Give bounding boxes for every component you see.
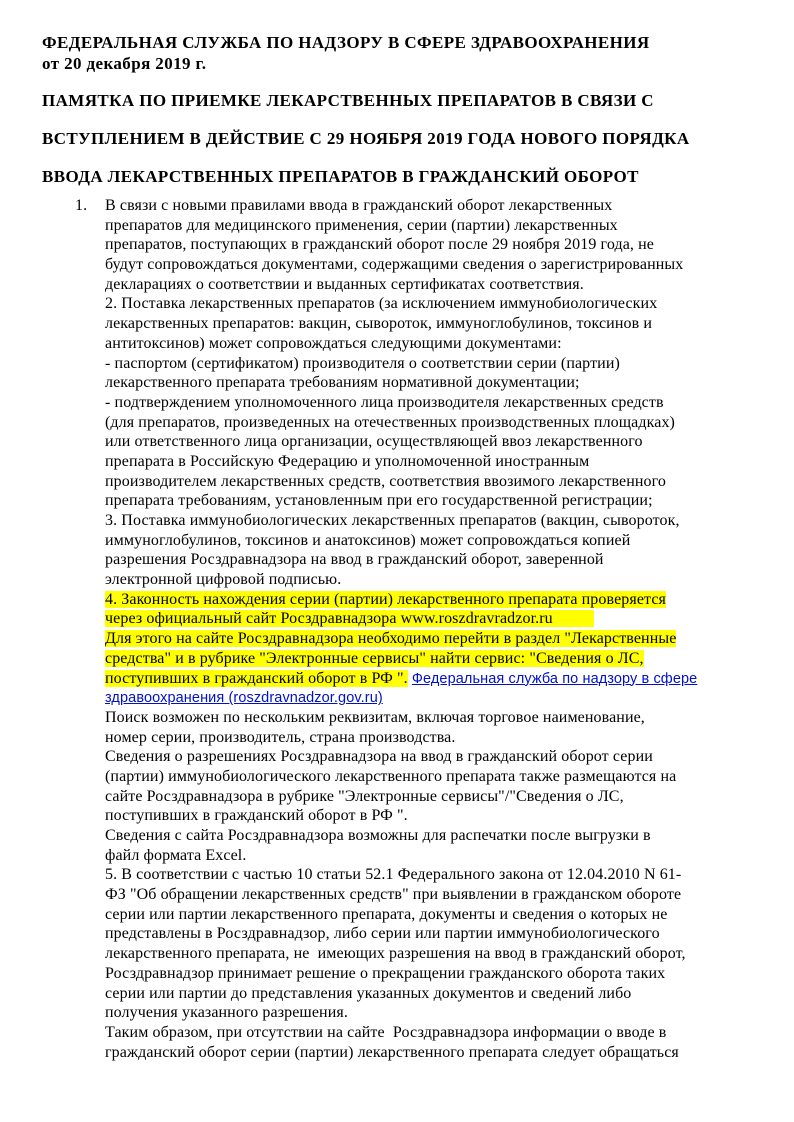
- text-line: [105, 669, 697, 689]
- highlighted-text: Для этого на сайте Росздравнадзора необходимо перейти в раздел "Лекарственные: [105, 630, 677, 648]
- body-text: 5. В соответствии с частью 10 статьи 52.1 Федерального закона от 12.04.2010 N 61-: [105, 866, 682, 884]
- body-text: сайте Росздравнадзора в рубрике "Электронные сервисы"/"Сведения о ЛС,: [105, 787, 624, 805]
- text-line: [105, 452, 697, 472]
- body-text: - подтверждением уполномоченного лица производителя лекарственных средств: [105, 393, 664, 411]
- text-line: [105, 728, 697, 748]
- body-text: представлены в Росздравнадзор, либо серии или партии иммунобиологического: [105, 925, 660, 943]
- body-text: лекарственного препарата требованиям нормативной документации;: [105, 374, 580, 392]
- body-text: препарата в Российскую Федерацию и уполномоченной иностранным: [105, 452, 590, 470]
- text-line: [105, 964, 697, 984]
- body-text: - паспортом (сертификатом) производителя о соответствии серии (партии): [105, 354, 620, 372]
- text-line: [105, 1003, 697, 1023]
- body-text: Сведения о разрешениях Росздравнадзора на ввод в гражданский оборот серии: [105, 748, 653, 766]
- text-line: [105, 354, 697, 374]
- text-line: [105, 511, 697, 531]
- text-line: [105, 747, 697, 767]
- memo-title-line-3: ВВОДА ЛЕКАРСТВЕННЫХ ПРЕПАРАТОВ В ГРАЖДАНСКИЙ ОБОРОТ: [42, 167, 639, 186]
- body-text: Росздравнадзор принимает решение о прекращении гражданского оборота таких: [105, 964, 666, 982]
- body-text: файл формата Excel.: [105, 846, 247, 864]
- text-line: [105, 767, 697, 787]
- body-text: Поиск возможен по нескольким реквизитам, включая торговое наименование,: [105, 708, 645, 726]
- text-line: [105, 609, 697, 629]
- body-text: ФЗ "Об обращении лекарственных средств" при выявлении в гражданском обороте: [105, 886, 682, 904]
- memo-title-line-2: ВСТУПЛЕНИЕМ В ДЕЙСТВИЕ С 29 НОЯБРЯ 2019 ГОДА НОВОГО ПОРЯДКА: [42, 129, 690, 148]
- body-text: или ответственного лица организации, осуществляющей ввоз лекарственного: [105, 433, 643, 451]
- text-line: [105, 275, 697, 295]
- text-line: [105, 472, 697, 492]
- body-text: иммуноглобулинов, токсинов и анатоксинов) может сопровождаться копией: [105, 531, 631, 549]
- document-date: от 20 декабря 2019 г.: [42, 54, 207, 73]
- body-text: получения указанного разрешения.: [105, 1004, 348, 1022]
- body-text: В связи с новыми правилами ввода в гражданский оборот лекарственных: [105, 197, 613, 214]
- body-text: будут сопровождаться документами, содержащими сведения о зарегистрированных: [105, 256, 684, 274]
- body-text: серии или партии лекарственного препарата, документы и сведения о которых не: [105, 905, 668, 923]
- text-line: [105, 432, 697, 452]
- highlighted-text: поступивших в гражданский оборот в РФ ".: [105, 669, 408, 687]
- body-text: препарата требованиям, установленным при его государственной регистрации;: [105, 492, 653, 510]
- body-text: Таким образом, при отсутствии на сайте Росздравнадзора информации о вводе в: [105, 1023, 667, 1041]
- text-line: [105, 787, 697, 807]
- text-line: [105, 944, 697, 964]
- text-line: [105, 649, 697, 669]
- body-text: лекарственных препаратов: вакцин, сывороток, иммуноглобулинов, токсинов и: [105, 315, 652, 333]
- body-text: гражданский оборот серии (партии) лекарственного препарата следует обращаться: [105, 1043, 679, 1061]
- body-text: декларациях о соответствии и выданных сертификатах соответствия.: [105, 275, 584, 293]
- body-text: номер серии, производитель, страна производства.: [105, 728, 456, 746]
- body-text: (для препаратов, произведенных на отечественных производственных площадках): [105, 413, 675, 431]
- body-text: производителем лекарственных средств, соответствия ввозимого лекарственного: [105, 472, 667, 490]
- text-line: [105, 806, 697, 826]
- body-text: электронной цифровой подписью.: [105, 571, 342, 589]
- text-line: [105, 1023, 697, 1043]
- body-text: (партии) иммунобиологического лекарственного препарата также размещаются на: [105, 767, 677, 785]
- list-number: 1.: [75, 197, 88, 214]
- highlighted-text: средства" и в рубрике "Электронные сервисы" найти сервис: "Сведения о ЛС,: [105, 649, 644, 667]
- body-text: разрешения Росздравнадзора на ввод в гражданский оборот, заверенной: [105, 551, 604, 569]
- text-line: [105, 314, 697, 334]
- text-line: [105, 413, 697, 433]
- body-text: препаратов для медицинского применения, серии (партии) лекарственных: [105, 216, 618, 234]
- body-text: серии или партии до представления указанных документов и сведений либо: [105, 984, 632, 1002]
- body-text: антитоксинов) может сопровождаться следующими документами:: [105, 334, 562, 352]
- body-text: 3. Поставка иммунобиологических лекарственных препаратов (вакцин, сывороток,: [105, 512, 680, 529]
- text-line: [105, 393, 697, 413]
- text-line: [105, 491, 697, 511]
- text-line: [105, 590, 697, 610]
- text-line: [105, 334, 697, 354]
- body-text: 2. Поставка лекарственных препаратов (за исключением иммунобиологических: [105, 295, 658, 313]
- text-line: [105, 216, 697, 236]
- text-line: [105, 1043, 697, 1063]
- text-line: [105, 550, 697, 570]
- document-body: [75, 196, 698, 1062]
- text-line: [105, 924, 697, 944]
- text-line: [105, 905, 697, 925]
- text-line: [105, 373, 697, 393]
- text-line: [105, 688, 697, 708]
- agency-title: ФЕДЕРАЛЬНАЯ СЛУЖБА ПО НАДЗОРУ В СФЕРЕ ЗДРАВООХРАНЕНИЯ: [42, 33, 650, 52]
- body-text: поступивших в гражданский оборот в РФ ".: [105, 807, 408, 825]
- text-line: [105, 629, 697, 649]
- text-line: [105, 294, 697, 314]
- text-line: [105, 846, 697, 866]
- text-line: [105, 235, 697, 255]
- text-line: [105, 531, 697, 551]
- memo-title-line-1: ПАМЯТКА ПО ПРИЕМКЕ ЛЕКАРСТВЕННЫХ ПРЕПАРАТОВ В СВЯЗИ С: [42, 91, 654, 110]
- body-text: препаратов, поступающих в гражданский оборот после 29 ноября 2019 года, не: [105, 236, 654, 254]
- body-text: Сведения с сайта Росздравнадзора возможны для распечатки после выгрузки в: [105, 827, 651, 844]
- text-line: [105, 865, 697, 885]
- highlighted-text: через официальный сайт Росздравнадзора www.roszdravradzor.ru: [105, 610, 594, 628]
- body-text: лекарственного препарата, не имеющих разрешения на ввод в гражданский оборот,: [105, 945, 686, 963]
- roszdravnadzor-site-link[interactable]: здравоохранения (roszdravnadzor.gov.ru): [105, 690, 383, 707]
- text-line: [105, 255, 697, 275]
- roszdravnadzor-site-link[interactable]: Федеральная служба по надзору в сфере: [411, 670, 698, 687]
- text-line: [105, 885, 697, 905]
- text-line: [105, 984, 697, 1004]
- highlighted-text: 4. Законность нахождения серии (партии) лекарственного препарата проверяется: [105, 590, 666, 608]
- text-line: [75, 196, 697, 216]
- text-line: [105, 570, 697, 590]
- text-line: [105, 826, 697, 846]
- text-line: [105, 708, 697, 728]
